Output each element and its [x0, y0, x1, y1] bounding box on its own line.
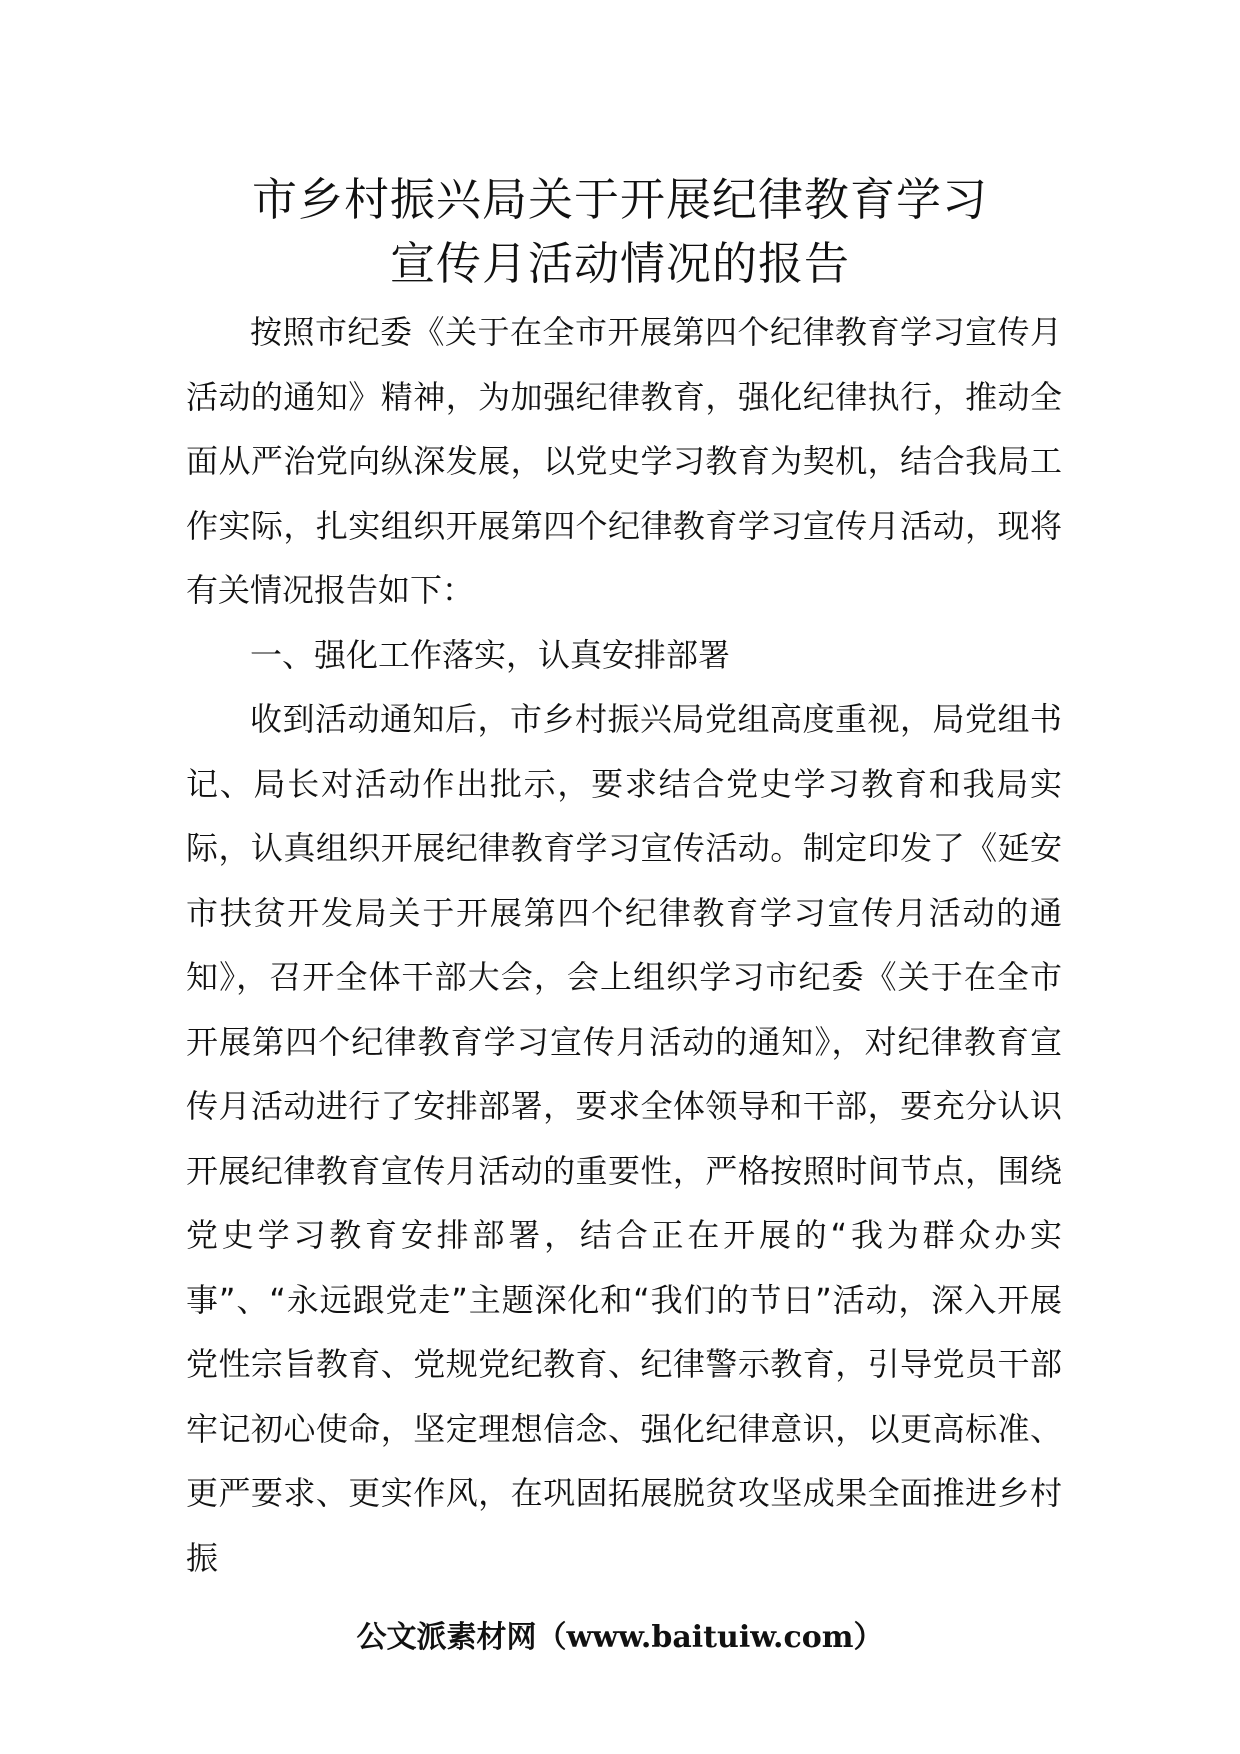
section-heading-1: 一、强化工作落实，认真安排部署 — [250, 635, 731, 674]
document-title-line-1: 市乡村振兴局关于开展纪律教育学习 — [251, 173, 988, 226]
paragraph-section-1: 收到活动通知后，市乡村振兴局党组高度重视，局党组书记、局长对活动作出批示，要求结合党史学习教育和我局实际，认真组织开展纪律教育学习宣传活动。制定印发了《延安市扶贫开发局关于开展第四个纪律教育学习宣传月活动的通知》，召开全体干部大会，会上组织学习市纪委《关于在全市开展第四个纪律教育学习宣传月活动的通知》，对纪律教育宣传月活动进行了安排部署，要求全体领导和干部，要充分认识开展纪律教育宣传月活动的重要性，严格按照时间节点，围绕党史学习教育安排部署，结合正在开展的“我为群众办实事”、“永远跟党走”主题深化和“我们的节日”活动，深入开展党性宗旨教育、党规党纪教育、纪律警示教育，引导党员干部牢记初心使命，坚定理想信念、强化纪律意识，以更高标准、更严要求、更实作风，在巩固拓展脱贫攻坚成果全面推进乡村振 — [186, 700, 1062, 1577]
document-title-line-2: 宣传月活动情况的报告 — [389, 237, 850, 290]
footer-watermark: 公文派素材网（www.baituiw.com） — [356, 1620, 884, 1655]
document-body — [186, 300, 1062, 1590]
paragraph-intro: 按照市纪委《关于在全市开展第四个纪律教育学习宣传月活动的通知》精神，为加强纪律教育，强化纪律执行，推动全面从严治党向纵深发展，以党史学习教育为契机，结合我局工作实际，扎实组织开展第四个纪律教育学习宣传月活动，现将有关情况报告如下： — [186, 313, 1062, 609]
